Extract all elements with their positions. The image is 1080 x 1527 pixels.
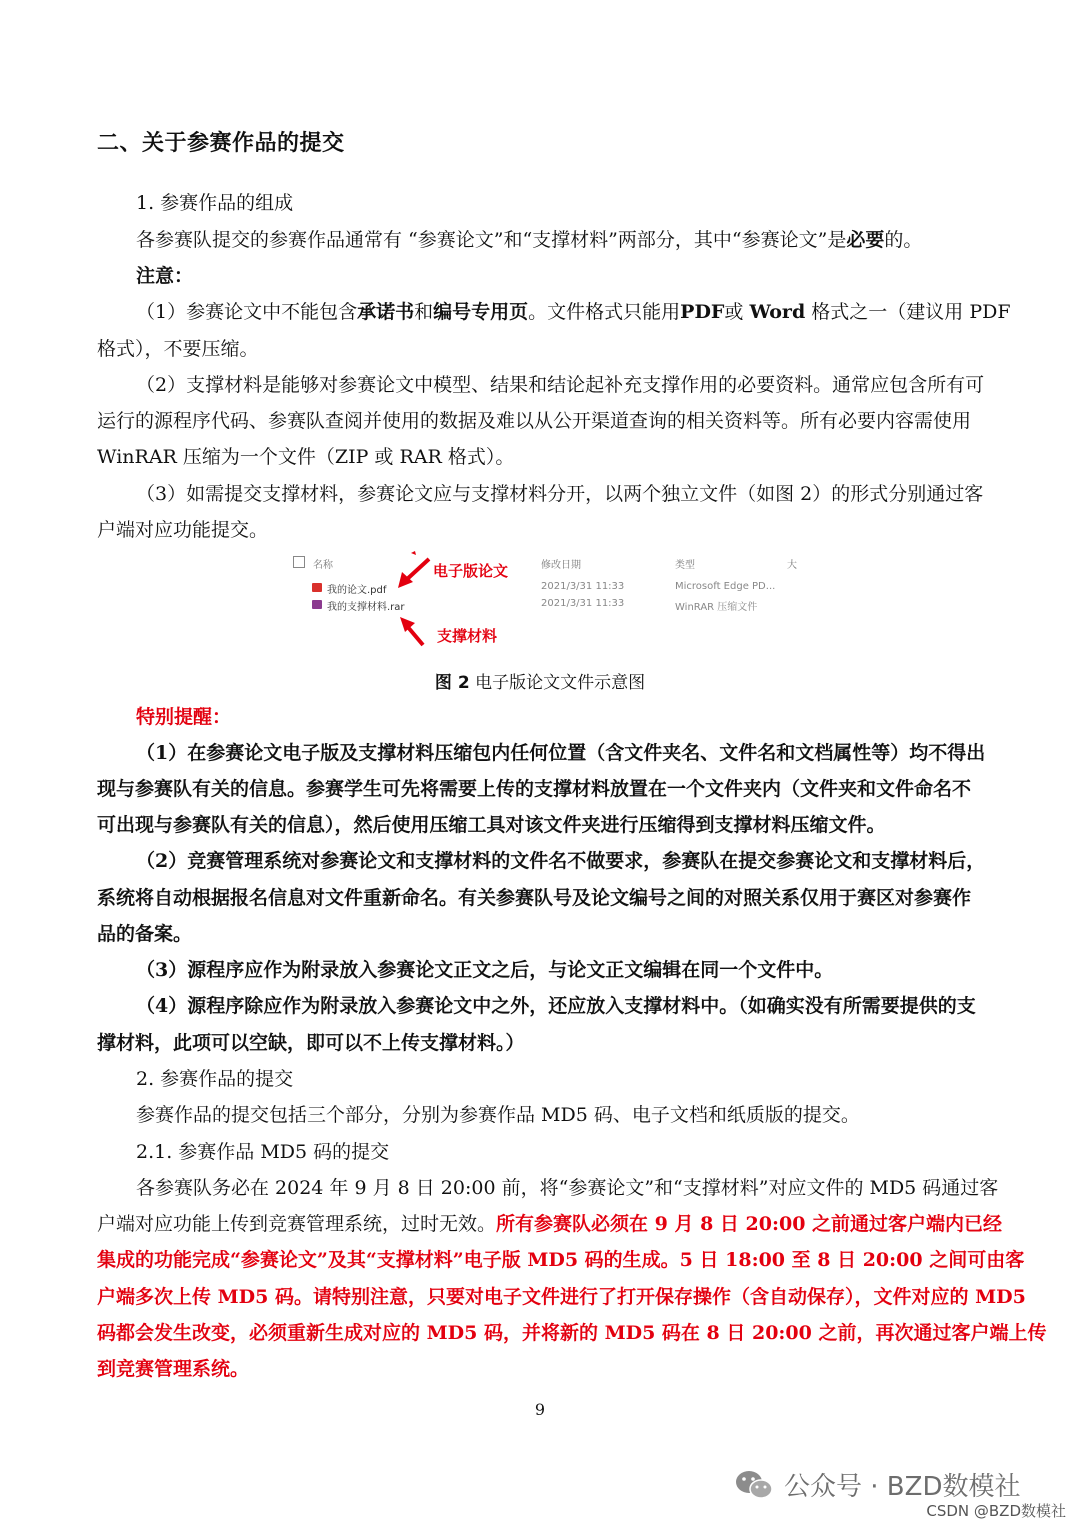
note-2-line-3: WinRAR 压缩为一个文件（ZIP 或 RAR 格式）。 bbox=[97, 446, 515, 468]
heading-submission: 2. 参赛作品的提交 bbox=[136, 1068, 294, 1090]
file-name-rar: 我的支撑材料.rar bbox=[327, 602, 405, 613]
select-all-checkbox bbox=[293, 556, 305, 568]
text-segment: 和 bbox=[414, 301, 434, 323]
arrow-to-pdf-icon bbox=[398, 559, 429, 588]
text-segment: 。文件格式只能用 bbox=[528, 301, 681, 323]
file-type-rar: WinRAR 压缩文件 bbox=[675, 602, 758, 613]
callout-rar: 支撑材料 bbox=[437, 627, 498, 645]
special-1-line-2: 现与参赛队有关的信息。参赛学生可先将需要上传的支撑材料放置在一个文件夹内（文件夹和文件命名不 bbox=[97, 778, 972, 800]
special-2-line-3: 品的备案。 bbox=[97, 923, 193, 945]
special-4-line-2: 撑材料，此项可以空缺，即可以不上传支撑材料。） bbox=[97, 1032, 525, 1054]
heading-md5: 2.1. 参赛作品 MD5 码的提交 bbox=[136, 1141, 390, 1163]
callout-pdf: 电子版论文 bbox=[433, 562, 509, 580]
section-title: 二、关于参赛作品的提交 bbox=[97, 130, 345, 156]
text-segment: 各参赛队提交的参赛作品通常有 “参赛论文”和“支撑材料”两部分，其中“参赛论文”是 bbox=[136, 229, 847, 251]
note-label: 注意： bbox=[136, 265, 194, 287]
note-2-line-2: 运行的源程序代码、参赛队查阅并使用的数据及难以从公开渠道查询的相关资料等。所有必要内容需使用 bbox=[97, 410, 972, 432]
page-number: 9 bbox=[534, 1400, 546, 1419]
caption-label: 图 2 bbox=[434, 673, 470, 693]
file-type-pdf: Microsoft Edge PD... bbox=[675, 581, 776, 592]
special-label: 特别提醒： bbox=[136, 706, 232, 728]
special-1-line-3: 可出现与参赛队有关的信息），然后使用压缩工具对该文件夹进行压缩得到支撑材料压缩文件。 bbox=[97, 814, 886, 836]
md5-line-1: 各参赛队务必在 2024 年 9 月 8 日 20:00 前，将“参赛论文”和“支撑材料”对应文件的 MD5 码通过客 bbox=[136, 1177, 999, 1199]
column-date: 修改日期 bbox=[541, 560, 581, 571]
paragraph-submission: 参赛作品的提交包括三个部分，分别为参赛作品 MD5 码、电子文档和纸质版的提交。 bbox=[136, 1104, 860, 1126]
md5-line-6: 到竞赛管理系统。 bbox=[97, 1358, 250, 1380]
note-2-line-1: （2）支撑材料是能够对参赛论文中模型、结果和结论起补充支撑作用的必要资料。通常应包含所有可 bbox=[136, 374, 985, 396]
column-size: 大 bbox=[787, 560, 797, 571]
note-1-line-1 bbox=[136, 299, 1011, 325]
text-segment: 的。 bbox=[884, 229, 923, 251]
watermark-text: 公众号 · BZD数模社 bbox=[784, 1472, 1021, 1502]
figure-caption bbox=[0, 668, 1080, 693]
note-1-line-2: 格式），不要压缩。 bbox=[97, 338, 259, 360]
column-name: 名称 bbox=[313, 560, 333, 571]
file-date-pdf: 2021/3/31 11:33 bbox=[541, 581, 625, 592]
note-3-line-2: 户端对应功能提交。 bbox=[97, 519, 269, 541]
md5-line-2 bbox=[97, 1211, 1003, 1237]
file-list-figure bbox=[285, 545, 805, 655]
bold-term: 编号专用页 bbox=[433, 301, 529, 323]
arrows bbox=[393, 545, 438, 655]
bold-term: Word bbox=[749, 301, 806, 323]
caption-text: 电子版论文文件示意图 bbox=[469, 673, 646, 693]
wechat-icon bbox=[734, 1469, 774, 1501]
bold-term: PDF bbox=[680, 301, 725, 323]
file-name-pdf: 我的论文.pdf bbox=[327, 585, 387, 596]
heading-composition: 1. 参赛作品的组成 bbox=[136, 192, 294, 214]
text-segment: （1）参赛论文中不能包含 bbox=[136, 301, 358, 323]
arrow-to-rar-icon bbox=[400, 617, 423, 645]
text-segment: 格式之一（建议用 PDF bbox=[805, 301, 1011, 323]
bold-required: 必要 bbox=[846, 229, 885, 251]
md5-line-4: 户端多次上传 MD5 码。请特别注意，只要对电子文件进行了打开保存操作（含自动保存），文件对应的 MD5 bbox=[97, 1286, 1026, 1308]
md5-line-5: 码都会发生改变，必须重新生成对应的 MD5 码，并将新的 MD5 码在 8 日 20:00 之前，再次通过客户端上传 bbox=[97, 1322, 1047, 1344]
csdn-credit: CSDN @BZD数模社 bbox=[926, 1502, 1066, 1520]
special-2-line-1: （2）竞赛管理系统对参赛论文和支撑材料的文件名不做要求，参赛队在提交参赛论文和支撑材料后， bbox=[136, 850, 986, 872]
pdf-icon bbox=[312, 583, 322, 592]
note-3-line-1: （3）如需提交支撑材料，参赛论文应与支撑材料分开，以两个独立文件（如图 2）的形式分别通过客 bbox=[136, 483, 984, 505]
special-1-line-1: （1）在参赛论文电子版及支撑材料压缩包内任何位置（含文件夹名、文件名和文档属性等）均不得出 bbox=[136, 742, 986, 764]
md5-line-3: 集成的功能完成“参赛论文”及其“支撑材料”电子版 MD5 码的生成。5 日 18:00 至 8 日 20:00 之间可由客 bbox=[97, 1249, 1025, 1271]
bold-term: 承诺书 bbox=[357, 301, 415, 323]
rar-icon bbox=[312, 600, 322, 609]
special-2-line-2: 系统将自动根据报名信息对文件重新命名。有关参赛队号及论文编号之间的对照关系仅用于赛区对参赛作 bbox=[97, 887, 972, 909]
watermark bbox=[734, 1466, 1020, 1503]
red-warning: 所有参赛队必须在 9 月 8 日 20:00 之前通过客户端内已经 bbox=[496, 1213, 1003, 1235]
column-type: 类型 bbox=[675, 560, 695, 571]
file-date-rar: 2021/3/31 11:33 bbox=[541, 598, 625, 609]
text-segment: 或 bbox=[724, 301, 750, 323]
text-segment: 户端对应功能上传到竞赛管理系统，过时无效。 bbox=[97, 1213, 497, 1235]
paragraph-composition bbox=[136, 227, 985, 253]
special-4-line-1: （4）源程序除应作为附录放入参赛论文中之外，还应放入支撑材料中。（如确实没有所需要提供的支 bbox=[136, 995, 976, 1017]
special-3: （3）源程序应作为附录放入参赛论文正文之后，与论文正文编辑在同一个文件中。 bbox=[136, 959, 834, 981]
